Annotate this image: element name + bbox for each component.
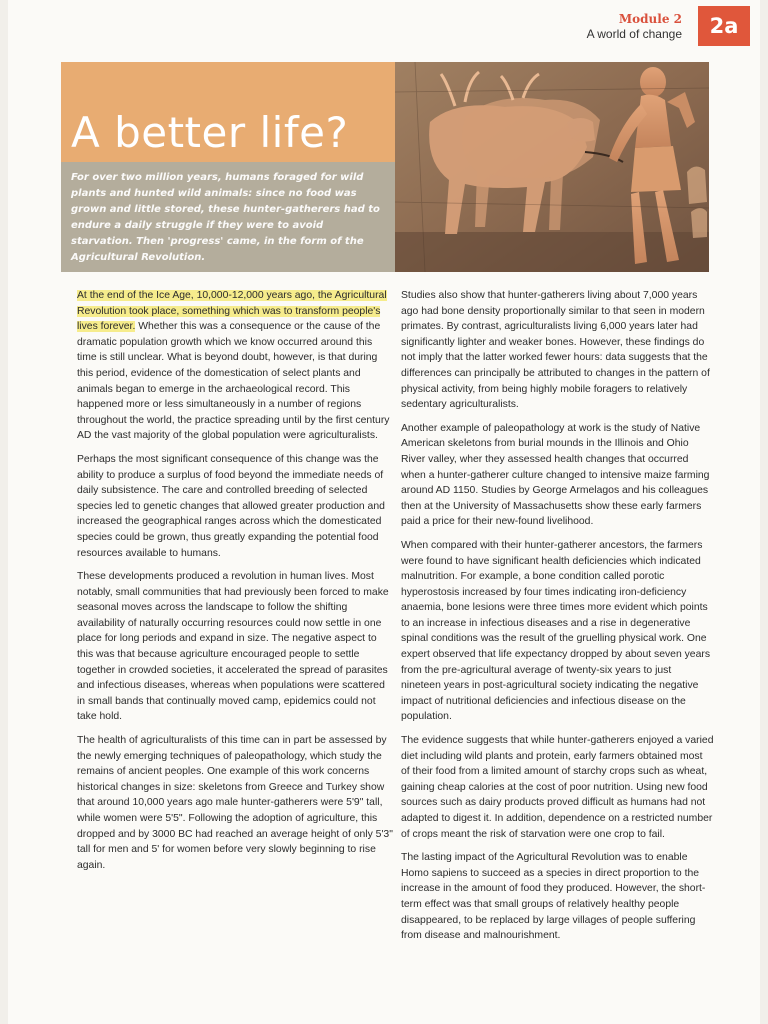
right-column: [401, 288, 714, 952]
module-tab: 2a: [698, 6, 750, 46]
left-column: [77, 288, 393, 881]
article-body: [71, 288, 714, 1018]
paragraph: Perhaps the most significant consequence of this change was the ability to produce a surplus of food beyond the immediate needs of daily subsistence. The care and controlled breeding of selected species led to genetic changes that allowed greater production and increased the geographical ranges across which the domesticated species could be grown, thus greatly expanding the potential food resources available to humans.: [77, 453, 385, 559]
highlighted-sentence: At the end of the Ice Age, 10,000-12,000 years ago, the Agricultural Revolution took place, something which was to transform people's lives forever.: [77, 290, 387, 333]
article-title: A better life?: [71, 108, 349, 158]
title-block: [61, 62, 395, 162]
article-standfirst: For over two million years, humans foraged for wild plants and hunted wild animals: since no food was grown and little stored, these hunter-gatherers had to endure a daily struggle if they were to avoid starvation. Then 'progress' came, in the form of the Agricultural Revolution.: [71, 172, 380, 263]
paragraph: Studies also show that hunter-gatherers living about 7,000 years ago had bone density proportionally similar to that seen in modern primates. By contrast, agriculturalists living 6,000 years later had significantly lighter and weaker bones. However, these findings do not imply that the latter worked fewer hours: data suggests that the differences can principally be attributed to changes in the pattern of physical activity, from being highly mobile foragers to relatively sedentary agriculturalists.: [401, 290, 710, 411]
paragraph: The evidence suggests that while hunter-gatherers enjoyed a varied diet including wild plants and protein, early farmers obtained most of their food from a limited amount of starchy crops such as wheat, gaining cheap calories at the cost of poor nutrition. Using new food sources such as dairy products proved difficult as humans had not adapted to digest it. In addition, dependence on a restricted number of crops meant the risk of starvation were one crop to fail.: [401, 735, 714, 840]
module-subtitle: A world of change: [586, 27, 682, 41]
paragraph: Another example of paleopathology at work is the study of Native American skeletons from burial mounds in the Illinois and Ohio River valley, wher they assessed health changes that occurred when a hunter-gatherer culture changed to intensive maize farming around AD 1150. Studies by George Armelagos and his colleagues then at the University of Massachusetts show these early farmers paid a price for their new-found livelihood.: [401, 422, 710, 528]
paragraph: [77, 288, 393, 444]
paragraph: The lasting impact of the Agricultural Revolution was to enable Homo sapiens to succeed as a species in direct proportion to the increase in the amount of food they produced. However, the short-term effect was that small groups of relatively healthy people disappeared, to be replaced by large villages of people suffering from disease and malnourishment.: [401, 852, 706, 942]
paragraph: These developments produced a revolution in human lives. Most notably, small communities that had previously been forced to make seasonal moves across the landscape to follow the shifting availability of naturally occurring resources could now settle in one place for long periods and expand in size. The negative aspect to this was that because agriculture encouraged people to settle together in crowded societies, it accelerated the spread of parasites and infectious diseases, whereas when populations were scattered in small bands that continually moved camp, epidemics could not take hold.: [77, 571, 389, 723]
paragraph: When compared with their hunter-gatherer ancestors, the farmers were found to have significant health deficiencies which indicated malnutrition. For example, a bone condition called porotic hyperostosis increased by four times indicating iron-deficiency anaemia, bone lesions were three times more evident which points to an increase in infectious diseases and a rise in degenerative spinal conditions was the result of the gruelling physical work. One expert observed that life expectancy dropped by about seven years from the pre-agricultural average of twenty-six years to just nineteen years in post-agricultural society indicating the negative impact of nutritional deficiencies and infectious disease on the population.: [401, 539, 711, 723]
egyptian-relief-ploughing-image: [395, 62, 709, 272]
paragraph-text: Whether this was a consequence or the cause of the dramatic population growth which we know occurred around this time is still unclear. What is beyond doubt, however, is that during this period, evidence of the domestication of select plants and animals began to emerge in the archaeological record. This happened more or less simultaneously in a number of regions throughout the world, the practice spreading until by the first century AD the vast majority of the global population were agriculturalists.: [77, 321, 390, 442]
module-label: Module 2: [618, 12, 682, 26]
module-header: [587, 12, 682, 42]
paragraph: The health of agriculturalists of this time can in part be assessed by the newly emerging techniques of paleopathology, which study the remains of ancient peoples. One example of this work concerns historical changes in size: skeletons from Greece and Turkey show that around 10,000 years ago male hunter-gatherers were 5'9" tall, while women were 5'5". Following the adoption of agriculture, this dropped and by 3000 BC had reached an average height of only 5'3" tall for men and 5' for women before very slowly beginning to rise again.: [77, 735, 393, 871]
article-banner: [61, 62, 709, 272]
textbook-page: [8, 0, 760, 1024]
standfirst-block: [61, 162, 395, 272]
